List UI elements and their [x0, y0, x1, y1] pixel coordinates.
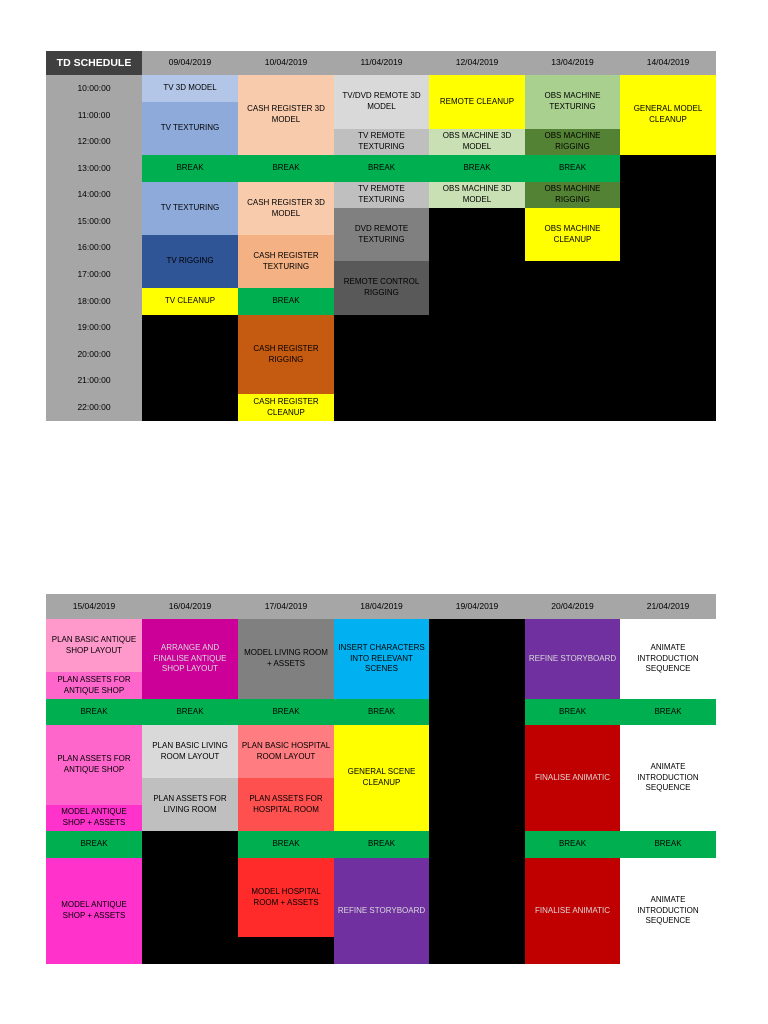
- task-model-living-room-assets[interactable]: MODEL LIVING ROOM + ASSETS: [238, 619, 334, 699]
- break[interactable]: BREAK: [46, 699, 142, 725]
- time-label: 22:00:00: [46, 394, 142, 421]
- time-label: 20:00:00: [46, 341, 142, 368]
- task-finalise-animatic[interactable]: FINALISE ANIMATIC: [525, 858, 620, 964]
- empty-slot: [620, 155, 716, 421]
- task-plan-assets-hospital-room[interactable]: PLAN ASSETS FOR HOSPITAL ROOM: [238, 778, 334, 831]
- task-plan-basic-hospital-room-layout[interactable]: PLAN BASIC HOSPITAL ROOM LAYOUT: [238, 725, 334, 778]
- task-obs-machine-rigging[interactable]: OBS MACHINE RIGGING: [525, 129, 620, 155]
- time-label: 12:00:00: [46, 129, 142, 155]
- time-label: 15:00:00: [46, 208, 142, 235]
- time-label: 14:00:00: [46, 182, 142, 208]
- break[interactable]: BREAK: [142, 699, 238, 725]
- task-model-hospital-room-assets[interactable]: MODEL HOSPITAL ROOM + ASSETS: [238, 858, 334, 937]
- task-obs-machine-rigging[interactable]: OBS MACHINE RIGGING: [525, 182, 620, 208]
- time-label: 18:00:00: [46, 288, 142, 315]
- task-plan-assets-living-room[interactable]: PLAN ASSETS FOR LIVING ROOM: [142, 778, 238, 831]
- time-label: 13:00:00: [46, 155, 142, 182]
- break[interactable]: BREAK: [142, 155, 238, 182]
- task-animate-introduction-sequence[interactable]: ANIMATE INTRODUCTION SEQUENCE: [620, 725, 716, 831]
- date-header: 21/04/2019: [620, 594, 716, 619]
- break[interactable]: BREAK: [238, 155, 334, 182]
- task-animate-introduction-sequence[interactable]: ANIMATE INTRODUCTION SEQUENCE: [620, 619, 716, 699]
- date-header: 09/04/2019: [142, 51, 238, 75]
- task-refine-storyboard[interactable]: REFINE STORYBOARD: [334, 858, 429, 964]
- task-cash-register-3d-model[interactable]: CASH REGISTER 3D MODEL: [238, 75, 334, 155]
- task-obs-machine-3d-model[interactable]: OBS MACHINE 3D MODEL: [429, 129, 525, 155]
- break[interactable]: BREAK: [620, 699, 716, 725]
- date-header: 18/04/2019: [334, 594, 429, 619]
- empty-slot: [238, 937, 334, 964]
- task-tv-cleanup[interactable]: TV CLEANUP: [142, 288, 238, 315]
- task-animate-introduction-sequence[interactable]: ANIMATE INTRODUCTION SEQUENCE: [620, 858, 716, 964]
- date-header: 16/04/2019: [142, 594, 238, 619]
- task-obs-machine-3d-model[interactable]: OBS MACHINE 3D MODEL: [429, 182, 525, 208]
- date-header: 11/04/2019: [334, 51, 429, 75]
- task-tv-remote-texturing[interactable]: TV REMOTE TEXTURING: [334, 129, 429, 155]
- task-obs-machine-cleanup[interactable]: OBS MACHINE CLEANUP: [525, 208, 620, 261]
- task-tv-remote-texturing[interactable]: TV REMOTE TEXTURING: [334, 182, 429, 208]
- break[interactable]: BREAK: [334, 699, 429, 725]
- task-refine-storyboard[interactable]: REFINE STORYBOARD: [525, 619, 620, 699]
- date-header: 13/04/2019: [525, 51, 620, 75]
- empty-slot: [334, 315, 429, 421]
- task-general-scene-cleanup[interactable]: GENERAL SCENE CLEANUP: [334, 725, 429, 831]
- task-arrange-finalise-antique-shop[interactable]: ARRANGE AND FINALISE ANTIQUE SHOP LAYOUT: [142, 619, 238, 699]
- task-plan-assets-antique-shop[interactable]: PLAN ASSETS FOR ANTIQUE SHOP: [46, 672, 142, 699]
- time-label: 11:00:00: [46, 102, 142, 129]
- time-label: 16:00:00: [46, 235, 142, 261]
- empty-slot: [142, 831, 238, 964]
- empty-slot: [142, 315, 238, 421]
- task-insert-characters[interactable]: INSERT CHARACTERS INTO RELEVANT SCENES: [334, 619, 429, 699]
- break[interactable]: BREAK: [525, 155, 620, 182]
- break[interactable]: BREAK: [525, 699, 620, 725]
- date-header: 10/04/2019: [238, 51, 334, 75]
- break[interactable]: BREAK: [334, 831, 429, 858]
- break[interactable]: BREAK: [525, 831, 620, 858]
- time-label: 21:00:00: [46, 368, 142, 394]
- task-tv-dvd-remote-3d-model[interactable]: TV/DVD REMOTE 3D MODEL: [334, 75, 429, 129]
- task-cash-register-3d-model[interactable]: CASH REGISTER 3D MODEL: [238, 182, 334, 235]
- task-obs-machine-texturing[interactable]: OBS MACHINE TEXTURING: [525, 75, 620, 129]
- break[interactable]: BREAK: [620, 831, 716, 858]
- date-header: 12/04/2019: [429, 51, 525, 75]
- task-finalise-animatic[interactable]: FINALISE ANIMATIC: [525, 725, 620, 831]
- task-cash-register-rigging[interactable]: CASH REGISTER RIGGING: [238, 315, 334, 394]
- time-label: 17:00:00: [46, 261, 142, 288]
- schedule-title: TD SCHEDULE: [46, 51, 142, 75]
- break[interactable]: BREAK: [429, 155, 525, 182]
- break[interactable]: BREAK: [46, 831, 142, 858]
- break[interactable]: BREAK: [334, 155, 429, 182]
- task-plan-basic-living-room-layout[interactable]: PLAN BASIC LIVING ROOM LAYOUT: [142, 725, 238, 778]
- task-cash-register-cleanup[interactable]: CASH REGISTER CLEANUP: [238, 394, 334, 421]
- task-model-antique-shop-assets[interactable]: MODEL ANTIQUE SHOP + ASSETS: [46, 805, 142, 831]
- task-dvd-remote-texturing[interactable]: DVD REMOTE TEXTURING: [334, 208, 429, 261]
- empty-slot: [429, 619, 525, 964]
- date-header: 19/04/2019: [429, 594, 525, 619]
- task-plan-basic-antique-shop-layout[interactable]: PLAN BASIC ANTIQUE SHOP LAYOUT: [46, 619, 142, 672]
- date-header: 20/04/2019: [525, 594, 620, 619]
- task-model-antique-shop-assets[interactable]: MODEL ANTIQUE SHOP + ASSETS: [46, 858, 142, 964]
- task-tv-texturing[interactable]: TV TEXTURING: [142, 102, 238, 155]
- time-label: 10:00:00: [46, 75, 142, 102]
- task-plan-assets-antique-shop[interactable]: PLAN ASSETS FOR ANTIQUE SHOP: [46, 725, 142, 805]
- task-general-model-cleanup[interactable]: GENERAL MODEL CLEANUP: [620, 75, 716, 155]
- empty-slot: [525, 261, 620, 421]
- task-tv-3d-model[interactable]: TV 3D MODEL: [142, 75, 238, 102]
- break[interactable]: BREAK: [238, 699, 334, 725]
- date-header: 14/04/2019: [620, 51, 716, 75]
- time-label: 19:00:00: [46, 315, 142, 341]
- date-header: 15/04/2019: [46, 594, 142, 619]
- task-tv-texturing[interactable]: TV TEXTURING: [142, 182, 238, 235]
- break[interactable]: BREAK: [238, 288, 334, 315]
- task-tv-rigging[interactable]: TV RIGGING: [142, 235, 238, 288]
- break[interactable]: BREAK: [238, 831, 334, 858]
- task-remote-cleanup[interactable]: REMOTE CLEANUP: [429, 75, 525, 129]
- empty-slot: [429, 208, 525, 421]
- date-header: 17/04/2019: [238, 594, 334, 619]
- task-remote-control-rigging[interactable]: REMOTE CONTROL RIGGING: [334, 261, 429, 315]
- task-cash-register-texturing[interactable]: CASH REGISTER TEXTURING: [238, 235, 334, 288]
